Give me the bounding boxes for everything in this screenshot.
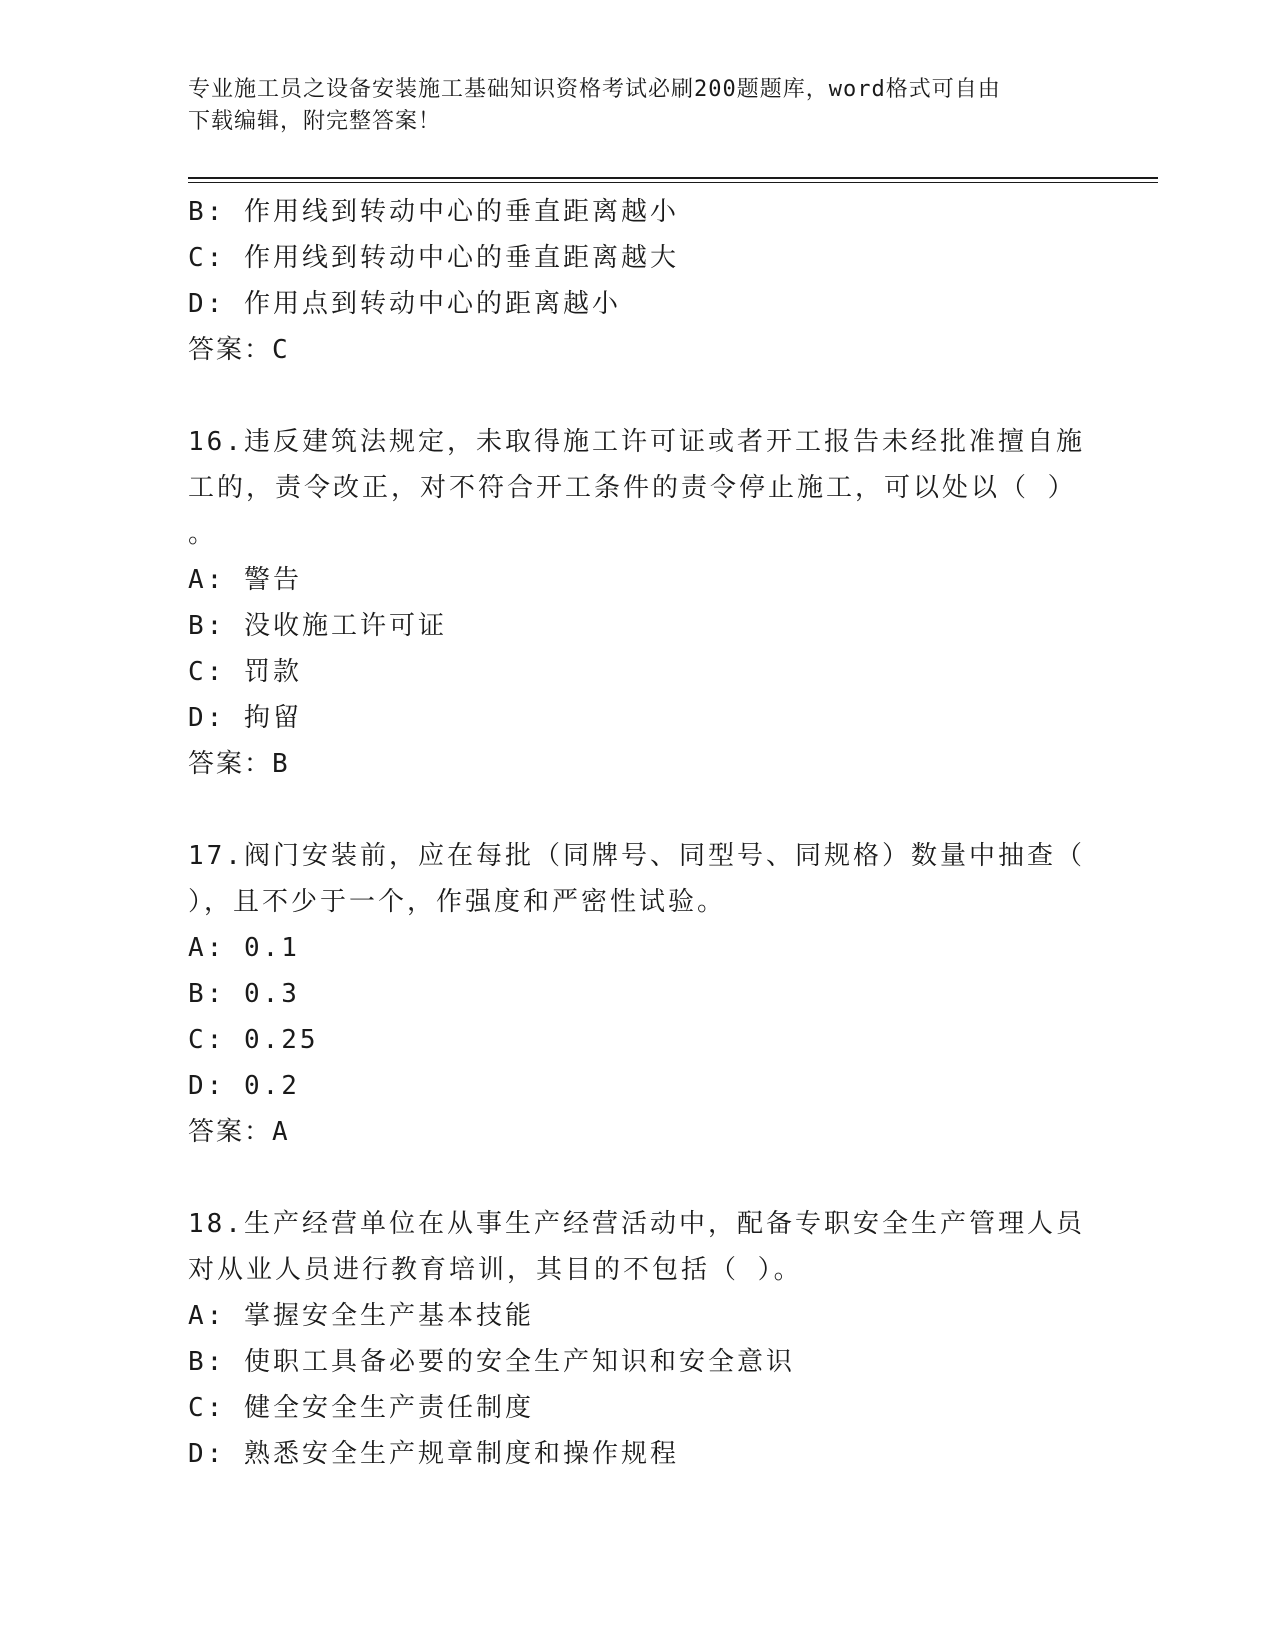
header-divider-thin (188, 182, 1158, 183)
option-c: C: 健全安全生产责任制度 (188, 1393, 534, 1423)
question-list (188, 189, 1088, 1477)
question-stem-line: 对从业人员进行教育培训，其目的不包括（ ）。 (188, 1255, 803, 1285)
option-c: C: 罚款 (188, 657, 302, 687)
question-stem-line: 工的，责令改正，对不符合开工条件的责令停止施工，可以处以（ ） (188, 473, 1077, 503)
question-stem-line: 18.生产经营单位在从事生产经营活动中，配备专职安全生产管理人员 (188, 1209, 1085, 1239)
option-b: B: 作用线到转动中心的垂直距离越小 (188, 197, 679, 227)
question-16 (188, 419, 1088, 787)
header-line-2: 下载编辑，附完整答案！ (188, 109, 442, 134)
option-c: C: 作用线到转动中心的垂直距离越大 (188, 243, 679, 273)
option-a: A: 0.1 (188, 933, 300, 963)
option-b: B: 0.3 (188, 979, 300, 1009)
option-d: D: 作用点到转动中心的距离越小 (188, 289, 621, 319)
header-line-1: 专业施工员之设备安装施工基础知识资格考试必刷200题题库，word格式可自由 (188, 77, 1001, 102)
question-stem-line: 。 (188, 519, 218, 549)
option-d: D: 0.2 (188, 1071, 300, 1101)
option-b: B: 没收施工许可证 (188, 611, 447, 641)
question-stem-line: ），且不少于一个，作强度和严密性试验。 (188, 887, 727, 917)
option-d: D: 熟悉安全生产规章制度和操作规程 (188, 1439, 679, 1469)
header-divider-thick (188, 177, 1158, 179)
answer-line: 答案：B (188, 749, 290, 779)
question-15 (188, 189, 1088, 373)
option-b: B: 使职工具备必要的安全生产知识和安全意识 (188, 1347, 795, 1377)
option-a: A: 掌握安全生产基本技能 (188, 1301, 534, 1331)
question-stem-line: 17.阀门安装前，应在每批（同牌号、同型号、同规格）数量中抽查（ (188, 841, 1085, 871)
answer-line: 答案：C (188, 335, 290, 365)
option-c: C: 0.25 (188, 1025, 319, 1055)
question-stem-line: 16.违反建筑法规定，未取得施工许可证或者开工报告未经批准擅自施 (188, 427, 1085, 457)
answer-line: 答案：A (188, 1117, 290, 1147)
question-18 (188, 1201, 1088, 1477)
question-17 (188, 833, 1088, 1155)
option-d: D: 拘留 (188, 703, 302, 733)
document-header (188, 74, 1088, 138)
option-a: A: 警告 (188, 565, 302, 595)
